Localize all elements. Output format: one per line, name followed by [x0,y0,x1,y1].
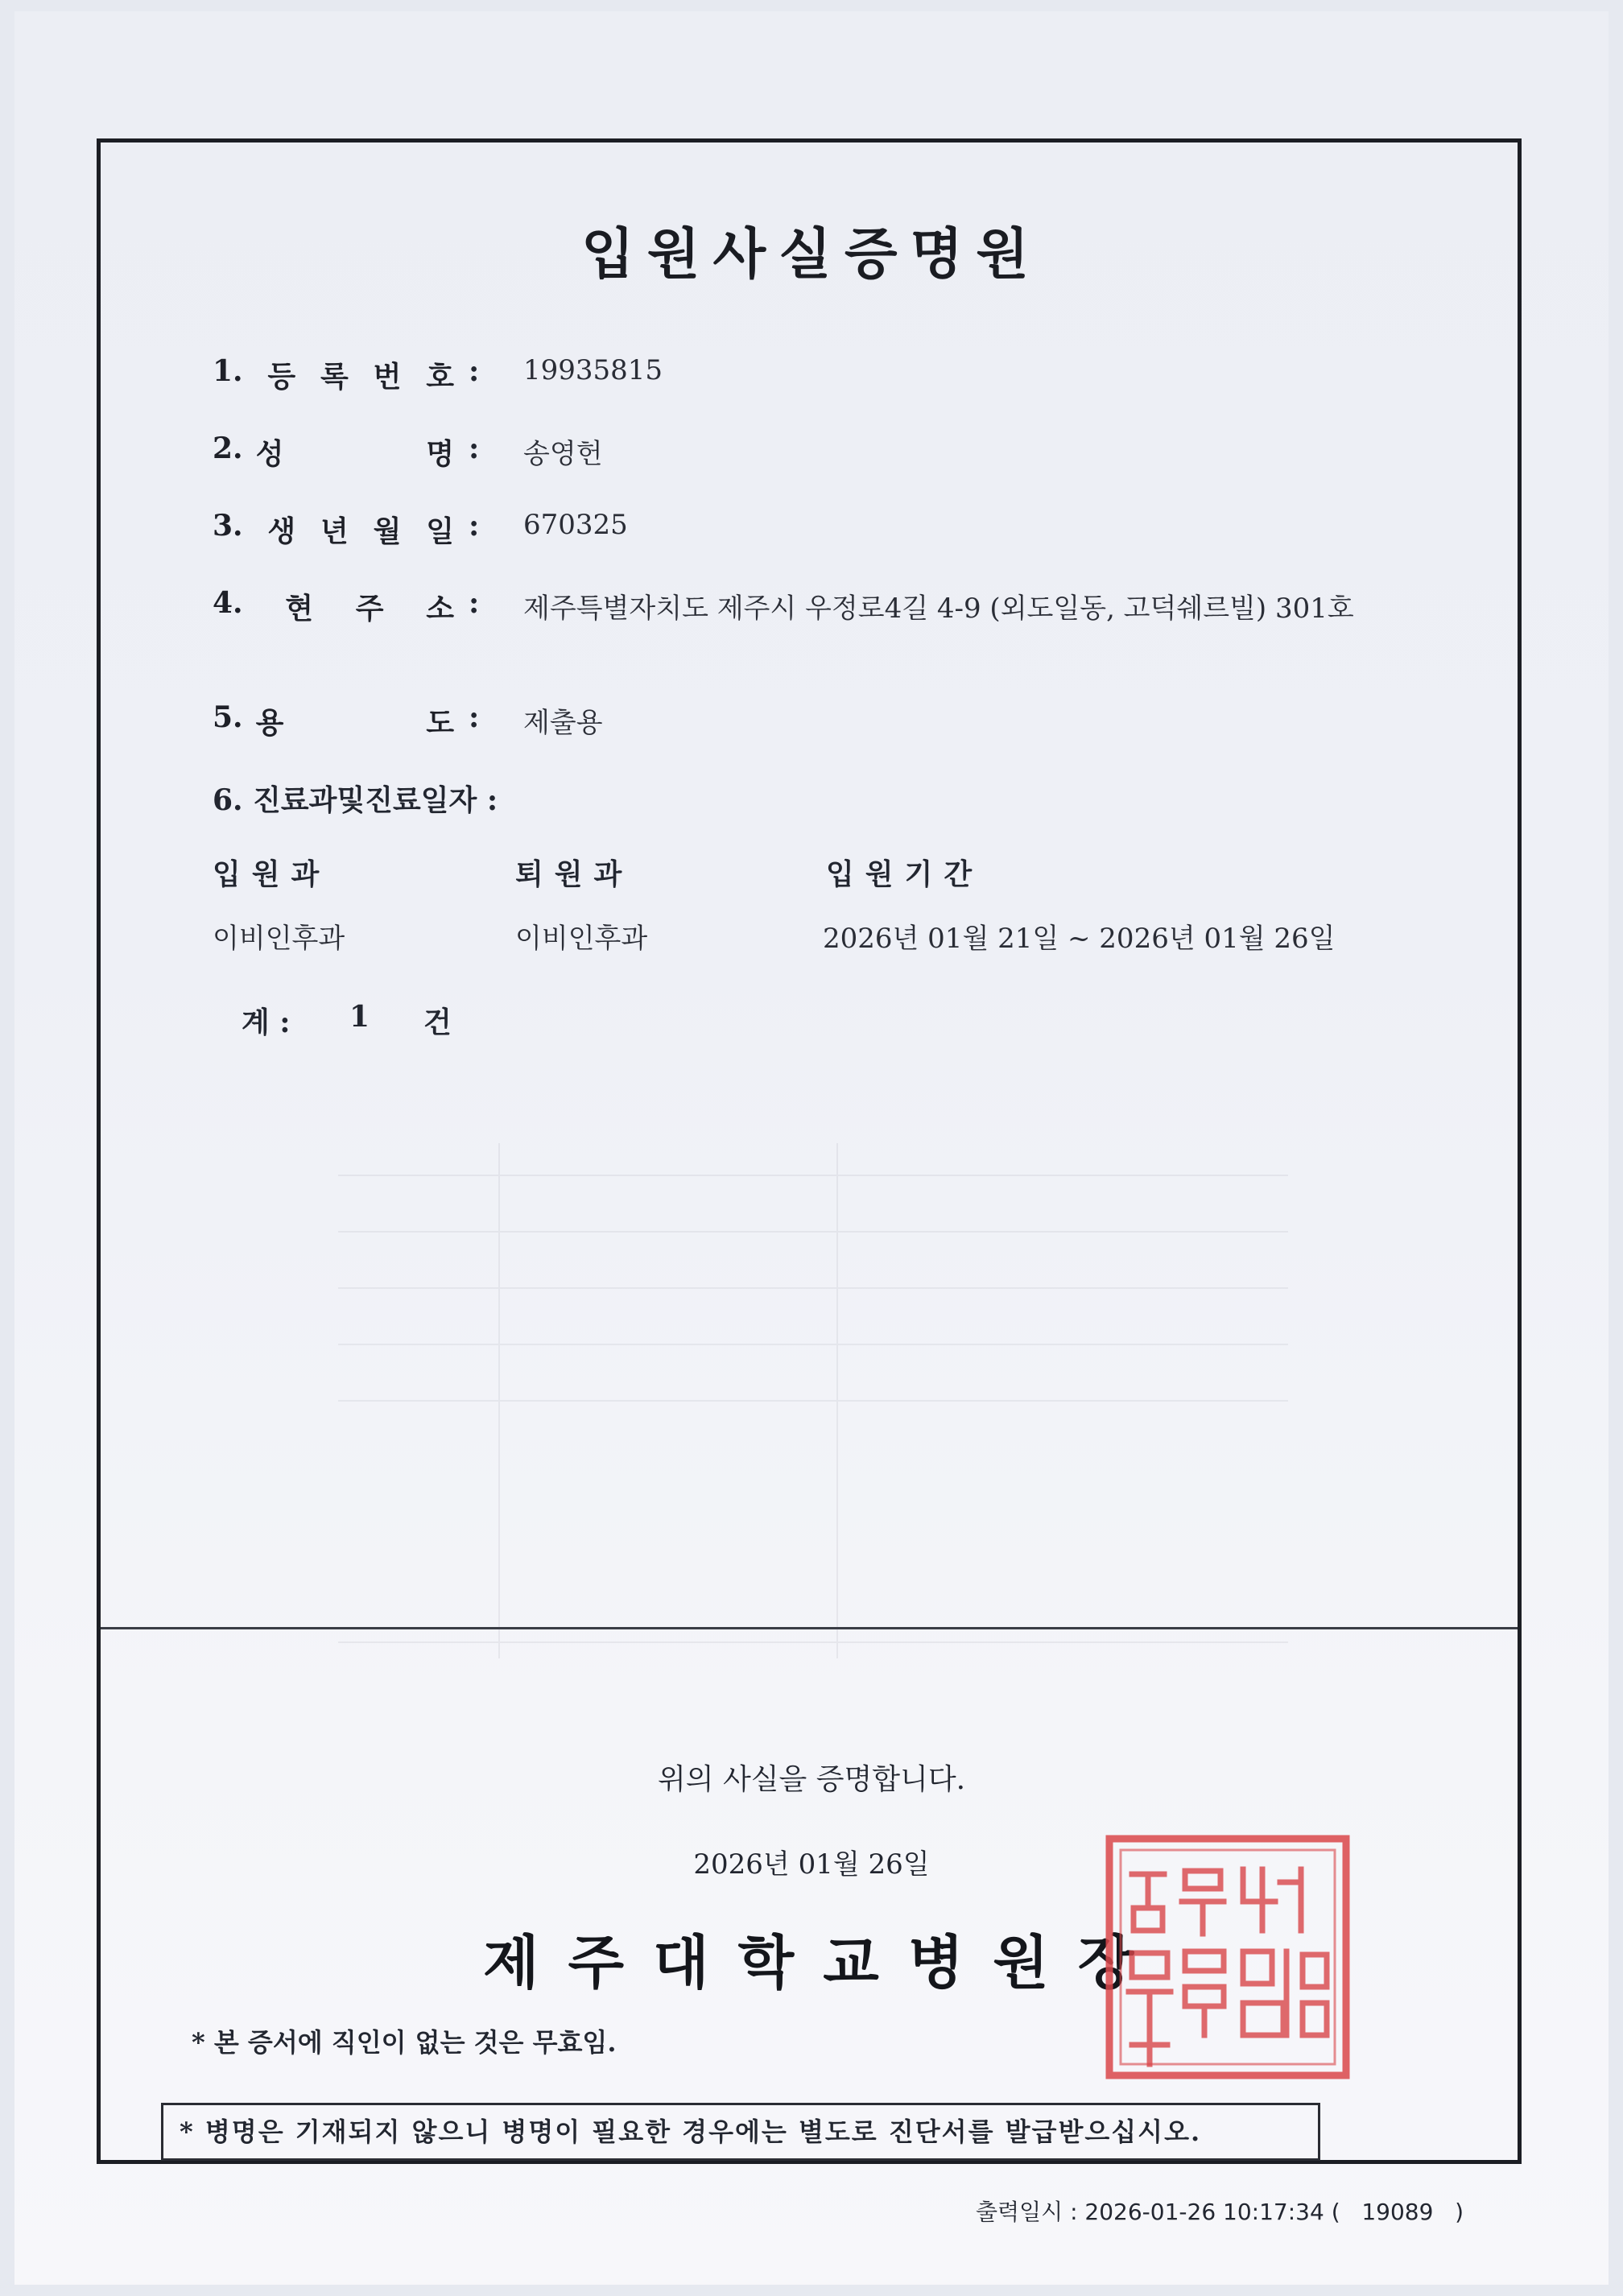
note-invalid-without-seal: * 본 증서에 직인이 없는 것은 무효임. [192,2027,617,2058]
field-colon: : [469,700,480,734]
total-label: 계 : [242,1006,291,1039]
field-colon: : [469,354,480,388]
header-admission-period: 입원기간 [826,857,984,891]
purpose-value: 제출용 [523,707,603,739]
field-label: 3. 생 년 월 일 [213,509,454,548]
admit-dept-value: 이비인후과 [213,923,345,955]
document-title: 입원사실증명원 [581,222,1042,287]
section-treatment-dates-label: 6. 진료과및진료일자 : [213,783,498,817]
total-unit: 건 [423,1006,452,1039]
field-colon: : [469,432,480,465]
field-colon: : [469,586,480,620]
print-timestamp: 출력일시 : 2026-01-26 10:17:34 ( 19089 ) [976,2199,1464,2225]
field-label: 5. 용 도 [213,700,454,740]
background-watermark-grid [338,1143,1288,1658]
field-colon: : [469,509,480,543]
issuer-name: 제주대학교병원장 [483,1928,1163,1997]
official-seal-stamp [1105,1834,1351,2080]
total-count: 1 [349,1000,370,1034]
address-value: 제주특별자치도 제주시 우정로4길 4-9 (외도일동, 고덕쉐르빌) 301호 [523,593,1354,625]
registration-number-value: 19935815 [523,354,663,386]
note-diagnosis-not-included: * 병명은 기재되지 않으니 병명이 필요한 경우에는 별도로 진단서를 발급받으십시오. [161,2103,1320,2161]
certification-date: 2026년 01월 26일 [693,1848,930,1881]
patient-name-value: 송영헌 [523,438,603,470]
field-label: 4. 현 주 소 [213,586,454,626]
certification-statement: 위의 사실을 증명합니다. [657,1763,966,1796]
discharge-dept-value: 이비인후과 [515,923,648,955]
field-label: 2. 성 명 [213,432,454,471]
birth-date-value: 670325 [523,509,628,541]
admission-period-value: 2026년 01월 21일 ~ 2026년 01월 26일 [823,923,1336,955]
field-label: 1. 등 록 번 호 [213,354,454,394]
header-admit-dept: 입원과 [213,857,331,891]
header-discharge-dept: 퇴원과 [515,857,634,891]
